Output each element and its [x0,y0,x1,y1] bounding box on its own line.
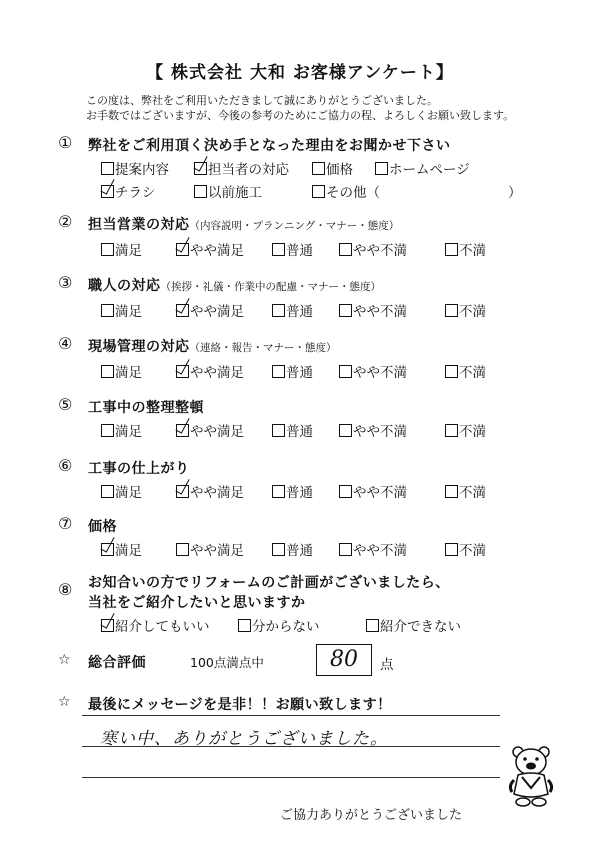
q2-somewhat-satisfied[interactable]: やや満足 [176,239,244,259]
q8-number: ⑧ [58,580,73,599]
checkbox[interactable] [176,485,189,498]
checkbox[interactable] [339,485,352,498]
q3-satisfied[interactable]: 満足 [101,300,142,320]
q6-satisfied[interactable]: 満足 [101,481,142,501]
checkbox[interactable] [194,185,207,198]
q3-somewhat-satisfied[interactable]: やや満足 [176,300,244,320]
checkbox[interactable] [176,543,189,556]
q5-title: 工事中の整理整頓 [88,400,204,416]
q7-dissatisfied[interactable]: 不満 [445,539,486,559]
checkbox[interactable] [445,424,458,437]
checkbox[interactable] [101,485,114,498]
checkbox[interactable] [101,543,114,556]
q3-neutral[interactable]: 普通 [272,300,313,320]
checkbox[interactable] [101,243,114,256]
checkbox[interactable] [176,424,189,437]
checkbox[interactable] [339,543,352,556]
checkbox[interactable] [272,543,285,556]
q2-satisfied[interactable]: 満足 [101,239,142,259]
checkbox[interactable] [101,619,114,632]
footer-thanks: ご協力ありがとうございました [280,808,463,823]
q2-number: ② [58,212,73,231]
q7-satisfied[interactable]: 満足 [101,539,142,559]
q4-dissatisfied[interactable]: 不満 [445,361,486,381]
q7-somewhat-dissatisfied[interactable]: やや不満 [339,539,407,559]
q1-number: ① [58,133,73,152]
q1-other-close: ） [508,185,522,201]
q8-option-can-refer[interactable]: 紹介してもいい [101,615,210,635]
checkbox[interactable] [272,424,285,437]
q3-number: ③ [58,273,73,292]
q3-title: 職人の対応（挨拶・礼儀・作業中の配慮・マナー・態度） [88,278,381,294]
checkbox[interactable] [366,619,379,632]
checkbox[interactable] [445,304,458,317]
message-line-2 [82,746,500,747]
q3-dissatisfied[interactable]: 不満 [445,300,486,320]
q5-number: ⑤ [58,395,73,414]
message-line-3 [82,777,500,778]
checkbox[interactable] [339,424,352,437]
q2-neutral[interactable]: 普通 [272,239,313,259]
q4-satisfied[interactable]: 満足 [101,361,142,381]
q6-neutral[interactable]: 普通 [272,481,313,501]
checkbox[interactable] [272,304,285,317]
checkbox[interactable] [176,304,189,317]
message-star-icon: ☆ [58,694,71,710]
q6-somewhat-dissatisfied[interactable]: やや不満 [339,481,407,501]
q5-somewhat-satisfied[interactable]: やや満足 [176,420,244,440]
checkbox[interactable] [238,619,251,632]
message-label: 最後にメッセージを是非！！お願い致します！ [88,697,392,713]
checkbox[interactable] [445,485,458,498]
q4-title: 現場管理の対応（連絡・報告・マナー・態度） [88,339,337,355]
q1-title: 弊社をご利用頂く決め手となった理由をお聞かせ下さい [88,138,451,154]
checkbox[interactable] [101,365,114,378]
score-star-icon: ☆ [58,652,71,668]
q1-option-price[interactable]: 価格 [312,158,353,178]
intro-line-1: この度は、弊社をご利用いただきまして誠にありがとうございました。 [86,94,438,107]
checkbox[interactable] [101,162,114,175]
checkbox[interactable] [375,162,388,175]
q4-neutral[interactable]: 普通 [272,361,313,381]
q5-satisfied[interactable]: 満足 [101,420,142,440]
q1-option-other[interactable]: その他（ [312,181,380,201]
q3-somewhat-dissatisfied[interactable]: やや不満 [339,300,407,320]
q7-number: ⑦ [58,514,73,533]
q5-dissatisfied[interactable]: 不満 [445,420,486,440]
checkbox[interactable] [339,365,352,378]
q6-number: ⑥ [58,456,73,475]
checkbox[interactable] [445,243,458,256]
score-prefix: 100点満点中 [190,655,264,670]
q1-option-flyer[interactable]: チラシ [101,181,156,201]
q2-somewhat-dissatisfied[interactable]: やや不満 [339,239,407,259]
checkbox[interactable] [101,424,114,437]
bear-mascot-icon [508,744,554,808]
score-label: 総合評価 [88,655,146,671]
survey-title: 【 株式会社 大和 お客様アンケート】 [146,63,454,83]
checkbox[interactable] [312,185,325,198]
q6-somewhat-satisfied[interactable]: やや満足 [176,481,244,501]
checkbox[interactable] [272,485,285,498]
q4-somewhat-satisfied[interactable]: やや満足 [176,361,244,381]
q5-neutral[interactable]: 普通 [272,420,313,440]
q2-title: 担当営業の対応（内容説明・プランニング・マナー・態度） [88,217,400,233]
q1-option-staff[interactable]: 担当者の対応 [194,158,289,178]
score-suffix: 点 [380,657,394,673]
message-line-1 [82,715,500,716]
checkbox[interactable] [176,365,189,378]
intro-line-2: お手数ではございますが、今後の参考のためにご協力の程、よろしくお願い致します。 [86,109,515,122]
message-handwritten-text[interactable]: 寒い中、ありがとうございました。 [100,729,388,749]
checkbox[interactable] [272,243,285,256]
checkbox[interactable] [272,365,285,378]
q8-option-cannot-refer[interactable]: 紹介できない [366,615,461,635]
q8-title-line-2: 当社をご紹介したいと思いますか [88,595,306,611]
q1-option-proposal[interactable]: 提案内容 [101,158,169,178]
checkbox[interactable] [176,243,189,256]
q7-somewhat-satisfied[interactable]: やや満足 [176,539,244,559]
q8-title-line-1: お知合いの方でリフォームのご計画がございましたら、 [88,575,450,591]
score-value[interactable]: 80 [316,644,372,676]
checkbox[interactable] [194,162,207,175]
q1-option-previous[interactable]: 以前施工 [194,181,262,201]
q4-number: ④ [58,334,73,353]
checkbox[interactable] [445,543,458,556]
checkbox[interactable] [445,365,458,378]
q8-option-not-sure[interactable]: 分からない [238,615,320,635]
q4-somewhat-dissatisfied[interactable]: やや不満 [339,361,407,381]
q6-title: 工事の仕上がり [88,461,190,477]
q6-dissatisfied[interactable]: 不満 [445,481,486,501]
checkbox[interactable] [339,243,352,256]
checkbox[interactable] [339,304,352,317]
checkbox[interactable] [101,304,114,317]
q7-title: 価格 [88,519,117,535]
q5-somewhat-dissatisfied[interactable]: やや不満 [339,420,407,440]
checkbox[interactable] [101,185,114,198]
checkbox[interactable] [312,162,325,175]
q2-dissatisfied[interactable]: 不満 [445,239,486,259]
q1-option-homepage[interactable]: ホームページ [375,158,470,178]
q7-neutral[interactable]: 普通 [272,539,313,559]
